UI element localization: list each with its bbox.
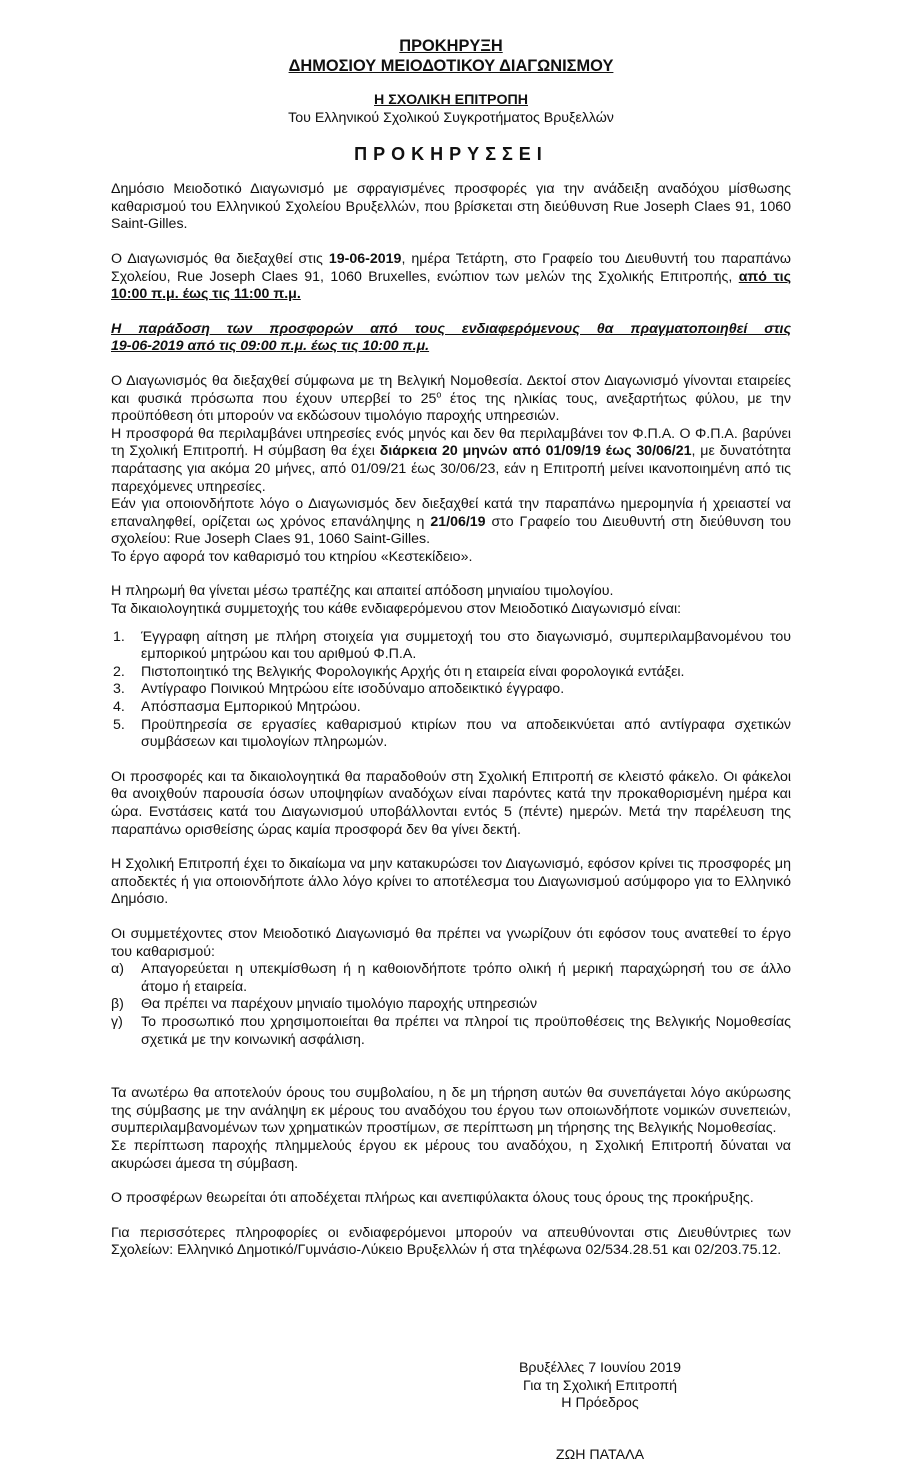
list-item — [111, 629, 791, 664]
list-text: Θα πρέπει να παρέχουν μηνιαίο τιμολόγιο παροχής υπηρεσιών — [141, 996, 538, 1013]
conditions-list — [111, 961, 791, 1049]
terms-text-1b: έτος της ηλικίας τους, ανεξαρτήτως φύλου, με την προϋπόθεση ότι μπορούν να εκδώσουν τιμολόγιο παροχής υπηρεσιών. — [111, 390, 791, 425]
signature-role: Η Πρόεδρος — [561, 1395, 639, 1412]
intro-paragraph: Δημόσιο Μειοδοτικό Διαγωνισμό με σφραγισμένες προσφορές για την ανάδειξη αναδόχου μίσθωσης καθαρισμού του Ελληνικού Σχολείου Βρυξελλών, που βρίσκεται στη διεύθυνση Rue Joseph Claes 91, 1060 Saint-Gilles. — [111, 181, 791, 233]
repeat-date: 21/06/19 — [430, 513, 486, 530]
contract-paragraph-1: Τα ανωτέρω θα αποτελούν όρους του συμβολαίου, η δε μη τήρηση αυτών θα συνεπάγεται λόγο ακύρωσης της σύμβασης με την ανάληψη εκ μέρους του αναδόχου του έργου των οποιωνδήποτε νομικών συνεπειών, συμπεριλαμβανομένων των χρηματικών προστίμων, σε περίπτωση μη τήρησης της Βελγικής Νομοθεσίας. — [111, 1085, 791, 1137]
list-item — [111, 699, 791, 717]
proclaims-heading: ΠΡΟΚΗΡΥΣΣΕΙ — [354, 144, 548, 165]
list-text: Αντίγραφο Ποινικού Μητρώου είτε ισοδύναμο αποδεικτικό έγγραφο. — [141, 681, 565, 698]
contract-duration: διάρκεια 20 μηνών από 01/09/19 έως 30/06/21 — [379, 443, 692, 460]
signature-for: Για τη Σχολική Επιτροπή — [522, 1377, 677, 1394]
terms-text-3a: Εάν για οποιονδήποτε λόγο ο Διαγωνισμός δεν διεξαχθεί κατά την παραπάνω ημερομηνία ή χρειαστεί να επαναληφθεί, ορίζεται ως χρόνος επανάληψης η — [111, 496, 791, 530]
list-text: Προϋπηρεσία σε εργασίες καθαρισμού κτιρίων που να αποδεικνύεται από αντίγραφα σχετικών συμβάσεων και τιμολογίων πληρωμών. — [141, 716, 791, 751]
list-item — [111, 1014, 791, 1049]
announcement-document — [111, 36, 791, 1260]
document-title: ΠΡΟΚΗΡΥΞΗ — [399, 37, 503, 55]
committee-name: Η ΣΧΟΛΙΚΗ ΕΠΙΤΡΟΠΗ — [374, 92, 528, 108]
contract-paragraph-2: Σε περίπτωση παροχής πλημμελούς έργου εκ μέρους του αναδόχου, η Σχολική Επιτροπή δύναται να ακυρώσει άμεσα τη σύμβαση. — [111, 1137, 791, 1172]
terms-text-2a: Η προσφορά θα περιλαμβάνει υπηρεσίες ενός μηνός και δεν θα περιλαμβάνει τον Φ.Π.Α. Ο Φ.Π.Α. βαρύνει τη Σχολική Επιτροπή. Η σύμβαση θα έχει — [111, 425, 791, 460]
signer-name: ΖΩΗ ΠΑΤΑΛΑ — [555, 1446, 645, 1463]
signature-block — [500, 1360, 700, 1464]
list-item — [111, 996, 791, 1014]
document-subtitle: ΔΗΜΟΣΙΟΥ ΜΕΙΟΔΟΤΙΚΟΥ ΔΙΑΓΩΝΙΣΜΟΥ — [288, 57, 614, 75]
schedule-time: από τις 10:00 π.μ. έως τις 11:00 π.μ. — [111, 268, 791, 303]
requirements-list — [111, 629, 791, 752]
list-text: Απόσπασμα Εμπορικού Μητρώου. — [141, 699, 361, 716]
info-paragraph: Για περισσότερες πληροφορίες οι ενδιαφερόμενοι μπορούν να απευθύνονται στις Διευθύντριες των Σχολείων: Ελληνικό Δημοτικό/Γυμνάσιο-Λύκειο Βρυξελλών ή στα τηλέφωνα 02/534.28.51 και 02/203.75.12. — [111, 1224, 791, 1259]
terms-text-1a: Ο Διαγωνισμός θα διεξαχθεί σύμφωνα με τη Βελγική Νομοθεσία. Δεκτοί στον Διαγωνισμό γίνονται εταιρείες και φυσικά πρόσωπα που έχουν υπερβεί το 25 — [111, 372, 791, 407]
list-item — [111, 717, 791, 752]
terms-paragraph-4: Το έργο αφορά τον καθαρισμό του κτηρίου «Κεστεκίδειο». — [111, 548, 473, 565]
delivery-line-1 — [111, 321, 791, 339]
delivery-text-1: Η παράδοση των προσφορών από τους ενδιαφερόμενους θα πραγματοποιηθεί στις — [111, 320, 791, 337]
list-number: 1. — [113, 628, 125, 645]
acceptance-paragraph: Ο προσφέρων θεωρείται ότι αποδέχεται πλήρως και ανεπιφύλακτα όλους τους όρους της προκήρυξης. — [111, 1190, 754, 1207]
list-text: Απαγορεύεται η υπεκμίσθωση ή η καθοιονδήποτε τρόπο ολική ή μερική παραχώρησή του σε άλλο άτομο ή εταιρεία. — [141, 961, 791, 995]
place-date: Βρυξέλλες 7 Ιουνίου 2019 — [518, 1360, 682, 1376]
offers-paragraph: Οι προσφορές και τα δικαιολογητικά θα παραδοθούν στη Σχολική Επιτροπή σε κλειστό φάκελο. Οι φάκελοι θα ανοιχθούν παρουσία όσων υποψηφίων αναδόχων είναι παρόντες κατά την προκαθορισμένη ημέρα και ώρα. Ενστάσεις κατά του Διαγωνισμού υποβάλλονται εντός 5 (πέντε) ημερών. Μετά την παρέλευση της παραπάνω ορισθείσης ώρας καμία προσφορά δεν θα γίνει δεκτή. — [111, 768, 791, 838]
list-text: Έγγραφη αίτηση με πλήρη στοιχεία για συμμετοχή του στο διαγωνισμό, συμπεριλαμβανομένου του εμπορικού μητρώου και του αριθμού Φ.Π.Α. — [141, 628, 791, 663]
schedule-text-2: , ημέρα Τετάρτη, στο Γραφείο του Διευθυντή του παραπάνω Σχολείου, Rue Joseph Claes 91, 1060 Bruxelles, ενώπιον των μελών της Σχολικής Επιτροπής, — [111, 250, 791, 285]
participants-intro: Οι συμμετέχοντες στον Μειοδοτικό Διαγωνισμό θα πρέπει να γνωρίζουν ότι εφόσον τους ανατεθεί το έργο του καθαρισμού: — [111, 925, 791, 960]
list-number: 3. — [113, 681, 125, 698]
terms-text-3c: στο Γραφείο του Διευθυντή στη διεύθυνση του σχολείου: Rue Joseph Claes 91, 1060 Saint-Gilles. — [111, 513, 791, 548]
rights-paragraph: Η Σχολική Επιτροπή έχει το δικαίωμα να μην κατακυρώσει τον Διαγωνισμό, εφόσον κρίνει τις προσφορές μη αποδεκτές ή για οποιονδήποτε άλλο λόγο κρίνει το αποτέλεσμα του Διαγωνισμού ασύμφορο για το Ελληνικό Δημόσιο. — [111, 856, 791, 908]
delivery-line-2 — [111, 338, 791, 356]
list-marker: γ) — [111, 1013, 123, 1030]
terms-paragraph-3 — [111, 496, 791, 549]
committee-subtitle: Του Ελληνικού Σχολικού Συγκροτήματος Βρυξελλών — [288, 109, 614, 126]
terms-paragraph-1 — [111, 373, 791, 426]
list-number: 5. — [113, 716, 125, 733]
payment-paragraph: Η πληρωμή θα γίνεται μέσω τραπέζης και απαιτεί απόδοση μηνιαίου τιμολογίου. — [111, 583, 614, 600]
list-item — [111, 961, 791, 996]
terms-ordinal-sup: ο — [436, 388, 442, 399]
list-marker: α) — [111, 961, 124, 978]
schedule-paragraph — [111, 251, 791, 304]
list-item — [111, 681, 791, 699]
list-number: 4. — [113, 699, 125, 716]
list-item — [111, 664, 791, 682]
terms-paragraph-2 — [111, 426, 791, 496]
schedule-text-1: Ο Διαγωνισμός θα διεξαχθεί στις — [111, 250, 329, 267]
documents-intro: Τα δικαιολογητικά συμμετοχής του κάθε ενδιαφερόμενου στον Μειοδοτικό Διαγωνισμό είναι: — [111, 601, 682, 618]
terms-text-2c: , με δυνατότητα παράτασης για ακόμα 20 μήνες, από 01/09/21 έως 30/06/23, εάν η Επιτροπή μείνει ικανοποιημένη από τις παρεχόμενες υπηρεσίες. — [111, 443, 791, 495]
list-number: 2. — [113, 663, 125, 680]
list-text: Το προσωπικό που χρησιμοποιείται θα πρέπει να πληροί τις προϋποθέσεις της Βελγικής Νομοθεσίας σχετικά με την κοινωνική ασφάλιση. — [141, 1013, 791, 1048]
delivery-text-2: 19-06-2019 από τις 09:00 π.μ. έως τις 10:00 π.μ. — [111, 338, 430, 355]
list-marker: β) — [111, 996, 124, 1013]
schedule-date: 19-06-2019 — [328, 250, 402, 267]
list-text: Πιστοποιητικό της Βελγικής Φορολογικής Αρχής ότι η εταιρεία είναι φορολογικά εντάξει. — [141, 663, 685, 680]
